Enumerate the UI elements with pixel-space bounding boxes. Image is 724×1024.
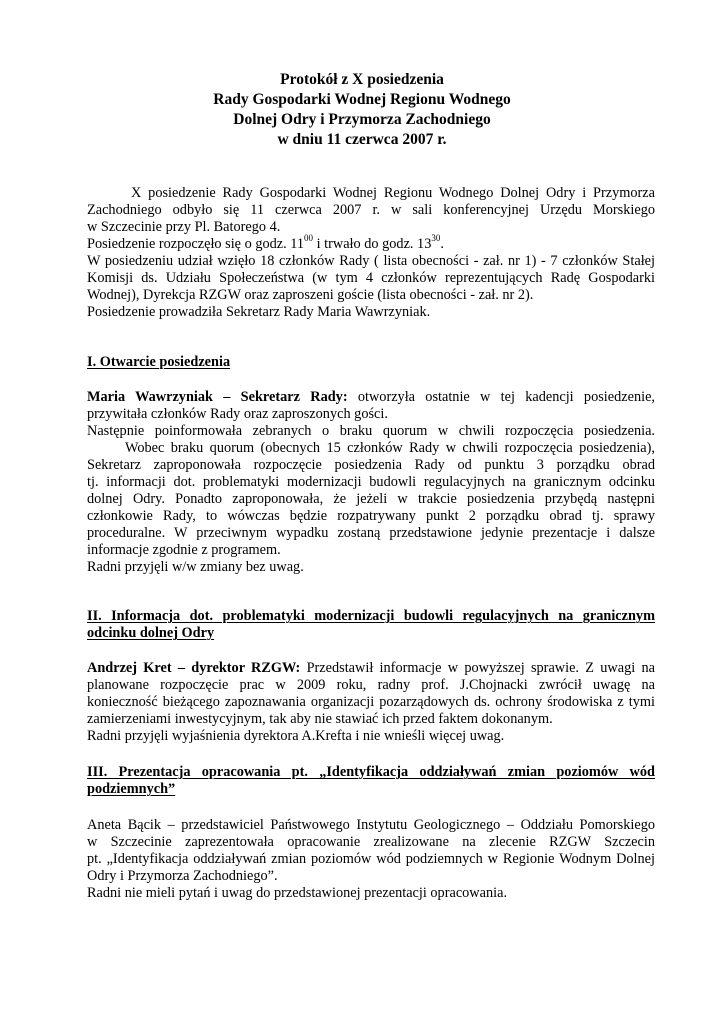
section-1-line-3: Następnie poinformowała zebranych o braku quorum w chwili rozpoczęcia posiedzenia. [87, 423, 655, 439]
section-3-line-1: Aneta Bącik – przedstawiciel Państwowego Instytutu Geologicznego – Oddziału Pomorskiego [87, 817, 655, 833]
section-1-line-4: Wobec braku quorum (obecnych 15 członków Rady w chwili rozpoczęcia posiedzenia), [125, 440, 655, 456]
intro-start-text: Posiedzenie rozpoczęło się o godz. 11 [87, 236, 305, 252]
end-minutes: 30 [431, 233, 441, 244]
section-2-line-3: konieczność bieżącego zapoznawania organizacji pozarządowych ds. ochrony środowiska z tymi [87, 694, 655, 710]
section-2-line-1 [87, 660, 655, 677]
section-3-line-4: Odry i Przymorza Zachodniego”. [87, 868, 278, 884]
title-line-2: Rady Gospodarki Wodnej Regionu Wodnego [213, 91, 511, 108]
section-2-heading-line-2: odcinku dolnej Odry [87, 625, 215, 641]
intro-line-8: Posiedzenie prowadziła Sekretarz Rady Maria Wawrzyniak. [87, 304, 431, 320]
title-line-4: w dniu 11 czerwca 2007 r. [277, 131, 447, 148]
section-1-line-11: Radni przyjęli w/w zmiany bez uwag. [87, 559, 304, 575]
section-3-line-2: w Szczecinie zaprezentowała opracowanie zrealizowane na zlecenie RZGW Szczecin [87, 834, 655, 850]
intro-end-period: . [440, 236, 444, 252]
section-3-line-3: pt. „Identyfikacja oddziaływań zmian poziomów wód podziemnych w Regionie Wodnym Dolnej [87, 851, 655, 867]
title-line-1: Protokół z X posiedzenia [280, 71, 444, 88]
section-2-line-1-rest: Przedstawił informacje w powyższej sprawie. Z uwagi na [300, 660, 655, 676]
section-1-line-10: informacje zgodnie z programem. [87, 542, 281, 558]
section-1-line-2: przywitała członków Rady oraz zaproszonych gości. [87, 406, 388, 422]
section-1-speaker: Maria Wawrzyniak – Sekretarz Rady: [87, 389, 348, 405]
section-1-line-7: dolnej Odry. Ponadto zaproponowała, że jeżeli w trakcie posiedzenia przybędą następni [87, 491, 655, 507]
section-3-heading-line-1: III. Prezentacja opracowania pt. „Identyfikacja oddziaływań zmian poziomów wód [87, 764, 655, 780]
section-1-line-9: proceduralne. W przeciwnym wypadku zostaną przedstawione jedynie prezentacje i dalsze [87, 525, 655, 541]
intro-line-7: Wodnej), Dyrekcja RZGW oraz zaproszeni goście (lista obecności - zał. nr 2). [87, 287, 534, 303]
intro-line-5: W posiedzeniu udział wzięło 18 członków Rady ( lista obecności - zał. nr 1) - 7 członków Stałej [87, 253, 655, 269]
section-2-heading-line-1: II. Informacja dot. problematyki modernizacji budowli regulacyjnych na granicznym [87, 608, 655, 624]
title-line-3: Dolnej Odry i Przymorza Zachodniego [233, 111, 491, 128]
section-3-heading-line-2: podziemnych” [87, 781, 176, 797]
section-1-line-6: tj. informacji dot. problematyki modernizacji budowli regulacyjnych na granicznym odcinku [87, 474, 655, 490]
intro-line-1: X posiedzenie Rady Gospodarki Wodnej Regionu Wodnego Dolnej Odry i Przymorza [131, 185, 655, 201]
start-minutes: 00 [304, 233, 314, 244]
intro-line-3: w Szczecinie przy Pl. Batorego 4. [87, 219, 281, 235]
intro-end-text: i trwało do godz. 13 [313, 236, 432, 252]
intro-line-2: Zachodniego odbyło się 11 czerwca 2007 r. w sali konferencyjnej Urzędu Morskiego [87, 202, 655, 218]
section-2-line-5: Radni przyjęli wyjaśnienia dyrektora A.Krefta i nie wnieśli więcej uwag. [87, 728, 505, 744]
section-2-line-2: planowane rozpoczęcie prac w 2009 roku, radny prof. J.Chojnacki zwrócił uwagę na [87, 677, 655, 693]
intro-start-time-line [87, 233, 655, 253]
section-2-speaker: Andrzej Kret – dyrektor RZGW: [87, 660, 301, 676]
intro-line-6: Komisji ds. Udziału Społeczeństwa (w tym 4 członków reprezentujących Radę Gospodarki [87, 270, 655, 286]
section-1-line-8: członkowie Rady, to wówczas będzie rozpatrywany punkt 2 porządku obrad tj. sprawy [87, 508, 655, 524]
section-1-line-1-rest: otworzyła ostatnie w tej kadencji posiedzenie, [347, 389, 655, 405]
section-1-line-5: Sekretarz zaproponowała rozpoczęcie posiedzenia Rady od punktu 3 porządku obrad [87, 457, 655, 473]
section-2-line-4: zamierzeniami inwestycyjnym, tak aby nie stawiać ich przed faktem dokonanym. [87, 711, 553, 727]
section-3-line-5: Radni nie mieli pytań i uwag do przedstawionej prezentacji opracowania. [87, 885, 508, 901]
section-1-heading: I. Otwarcie posiedzenia [87, 354, 231, 370]
section-1-line-1 [87, 389, 655, 406]
